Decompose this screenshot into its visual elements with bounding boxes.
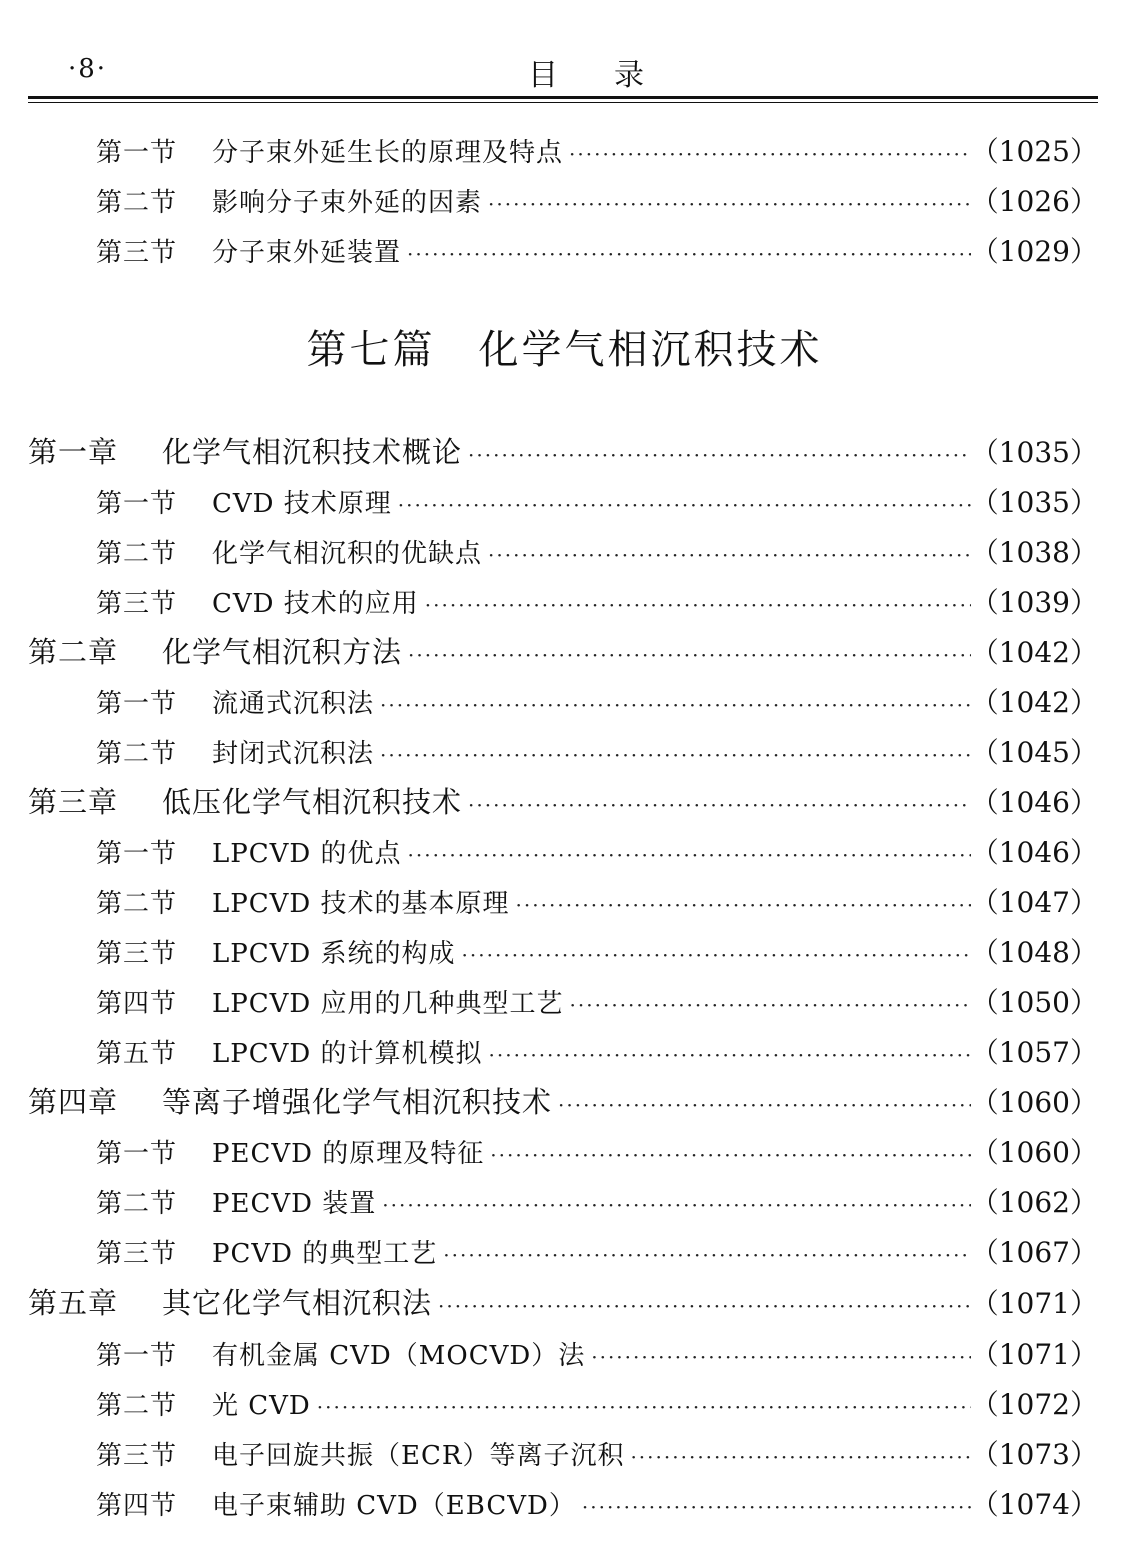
section-title: 有机金属 CVD（MOCVD）法 [212, 1341, 586, 1371]
page-reference: （1039） [970, 586, 1098, 619]
dot-leader [585, 1345, 971, 1369]
section-number: 第三节 [96, 238, 178, 268]
toc-section-entry[interactable] [96, 531, 1098, 571]
toc-section-entry[interactable] [96, 931, 1098, 971]
dot-leader [563, 142, 971, 166]
section-title: LPCVD 技术的基本原理 [212, 889, 510, 919]
chapter-number: 第二章 [28, 635, 119, 669]
chapter-title: 低压化学气相沉积技术 [162, 785, 463, 819]
page-reference: （1057） [970, 1036, 1098, 1069]
page-reference: （1035） [970, 486, 1098, 519]
section-number: 第四节 [96, 989, 178, 1019]
dot-leader [392, 493, 971, 517]
chapter-title: 化学气相沉积方法 [162, 635, 403, 669]
section-title: CVD 技术的应用 [212, 589, 419, 619]
page-reference: （1025） [970, 135, 1098, 168]
toc-chapter-entry[interactable] [28, 1281, 1098, 1322]
section-number: 第二节 [96, 188, 178, 218]
dot-leader [462, 443, 971, 467]
dot-leader [456, 943, 971, 967]
toc-section-entry[interactable] [96, 731, 1098, 771]
toc-section-entry[interactable] [96, 881, 1098, 921]
dot-leader [374, 743, 971, 767]
section-number: 第三节 [96, 1239, 178, 1269]
section-title: 分子束外延装置 [212, 238, 402, 268]
chapter-title: 等离子增强化学气相沉积技术 [162, 1085, 553, 1119]
page-reference: （1074） [970, 1488, 1098, 1521]
section-title: 化学气相沉积的优缺点 [212, 539, 483, 569]
page-reference: （1046） [970, 786, 1098, 819]
section-title: LPCVD 系统的构成 [212, 939, 456, 969]
section-number: 第二节 [96, 739, 178, 769]
header-rule-thin [28, 102, 1098, 103]
section-title: LPCVD 的计算机模拟 [212, 1039, 483, 1069]
section-title: 分子束外延生长的原理及特点 [212, 138, 564, 168]
page-reference: （1071） [970, 1338, 1098, 1371]
toc-section-entry[interactable] [96, 481, 1098, 521]
section-number: 第三节 [96, 939, 178, 969]
section-title: LPCVD 应用的几种典型工艺 [212, 989, 564, 1019]
toc-section-entry[interactable] [96, 230, 1098, 270]
page-reference: （1073） [970, 1438, 1098, 1471]
section-title: 光 CVD [212, 1391, 311, 1421]
page-reference: （1060） [970, 1086, 1098, 1119]
toc-section-entry[interactable] [96, 1483, 1098, 1523]
dot-leader [419, 593, 971, 617]
section-title: 电子回旋共振（ECR）等离子沉积 [212, 1441, 625, 1471]
toc-section-entry[interactable] [96, 130, 1098, 170]
section-title: PECVD 装置 [212, 1189, 377, 1219]
toc-chapter-entry[interactable] [28, 780, 1098, 821]
chapter-title: 其它化学气相沉积法 [162, 1286, 433, 1320]
dot-leader [510, 893, 971, 917]
page-reference: （1067） [970, 1236, 1098, 1269]
page-reference: （1038） [970, 536, 1098, 569]
header-rule-thick [28, 96, 1098, 99]
page-reference: （1048） [970, 936, 1098, 969]
dot-leader [401, 242, 971, 266]
running-title: 目录 [528, 58, 700, 93]
page-reference: （1046） [970, 836, 1098, 869]
chapter-number: 第一章 [28, 435, 119, 469]
dot-leader [311, 1395, 971, 1419]
dot-leader [564, 993, 971, 1017]
section-number: 第一节 [96, 489, 178, 519]
section-title: 封闭式沉积法 [212, 739, 375, 769]
section-number: 第五节 [96, 1039, 178, 1069]
section-title: LPCVD 的优点 [212, 839, 402, 869]
chapter-number: 第四章 [28, 1085, 119, 1119]
toc-chapter-entry[interactable] [28, 1080, 1098, 1121]
chapter-number: 第三章 [28, 785, 119, 819]
chapter-number: 第五章 [28, 1286, 119, 1320]
section-title: 流通式沉积法 [212, 689, 375, 719]
section-number: 第一节 [96, 839, 178, 869]
section-title: 影响分子束外延的因素 [212, 188, 483, 218]
toc-section-entry[interactable] [96, 1231, 1098, 1271]
section-number: 第一节 [96, 1139, 178, 1169]
section-number: 第二节 [96, 1189, 178, 1219]
page-reference: （1026） [970, 185, 1098, 218]
dot-leader [484, 1143, 970, 1167]
section-number: 第一节 [96, 138, 178, 168]
dot-leader [376, 1193, 970, 1217]
section-number: 第三节 [96, 1441, 178, 1471]
toc-chapter-entry[interactable] [28, 630, 1098, 671]
part-title: 第七篇 化学气相沉积技术 [306, 327, 823, 373]
section-number: 第二节 [96, 889, 178, 919]
dot-leader [483, 1043, 971, 1067]
dot-leader [374, 693, 971, 717]
page-reference: （1045） [970, 736, 1098, 769]
toc-section-entry[interactable] [96, 1031, 1098, 1071]
page-reference: （1071） [970, 1287, 1098, 1320]
page-number: ·8· [68, 54, 108, 84]
page-reference: （1047） [970, 886, 1098, 919]
toc-section-entry[interactable] [96, 1433, 1098, 1473]
toc-section-entry[interactable] [96, 180, 1098, 220]
section-number: 第三节 [96, 589, 178, 619]
toc-section-entry[interactable] [96, 1131, 1098, 1171]
page-reference: （1072） [970, 1388, 1098, 1421]
toc-chapter-entry[interactable] [28, 430, 1098, 471]
toc-section-entry[interactable] [96, 1383, 1098, 1423]
section-title: 电子束辅助 CVD（EBCVD） [212, 1491, 576, 1521]
page-reference: （1050） [970, 986, 1098, 1019]
chapter-title: 化学气相沉积技术概论 [162, 435, 463, 469]
section-number: 第二节 [96, 539, 178, 569]
section-title: PCVD 的典型工艺 [212, 1239, 438, 1269]
section-number: 第四节 [96, 1491, 178, 1521]
page-reference: （1060） [970, 1136, 1098, 1169]
page-reference: （1042） [970, 686, 1098, 719]
page-reference: （1062） [970, 1186, 1098, 1219]
dot-leader [437, 1243, 970, 1267]
page-reference: （1042） [970, 636, 1098, 669]
dot-leader [576, 1495, 971, 1519]
page-header [28, 50, 1098, 94]
dot-leader [402, 643, 971, 667]
section-title: CVD 技术原理 [212, 489, 392, 519]
dot-leader [482, 192, 971, 216]
section-number: 第一节 [96, 689, 178, 719]
toc-section-entry[interactable] [96, 681, 1098, 721]
dot-leader [482, 543, 971, 567]
section-number: 第二节 [96, 1391, 178, 1421]
page-reference: （1029） [970, 235, 1098, 268]
toc-section-entry[interactable] [96, 1181, 1098, 1221]
dot-leader [552, 1093, 971, 1117]
dot-leader [432, 1294, 971, 1318]
section-title: PECVD 的原理及特征 [212, 1139, 485, 1169]
section-number: 第一节 [96, 1341, 178, 1371]
toc-section-entry[interactable] [96, 1333, 1098, 1373]
toc-section-entry[interactable] [96, 831, 1098, 871]
toc-section-entry[interactable] [96, 581, 1098, 621]
dot-leader [624, 1445, 970, 1469]
page-reference: （1035） [970, 436, 1098, 469]
dot-leader [462, 793, 971, 817]
dot-leader [402, 843, 971, 867]
toc-section-entry[interactable] [96, 981, 1098, 1021]
